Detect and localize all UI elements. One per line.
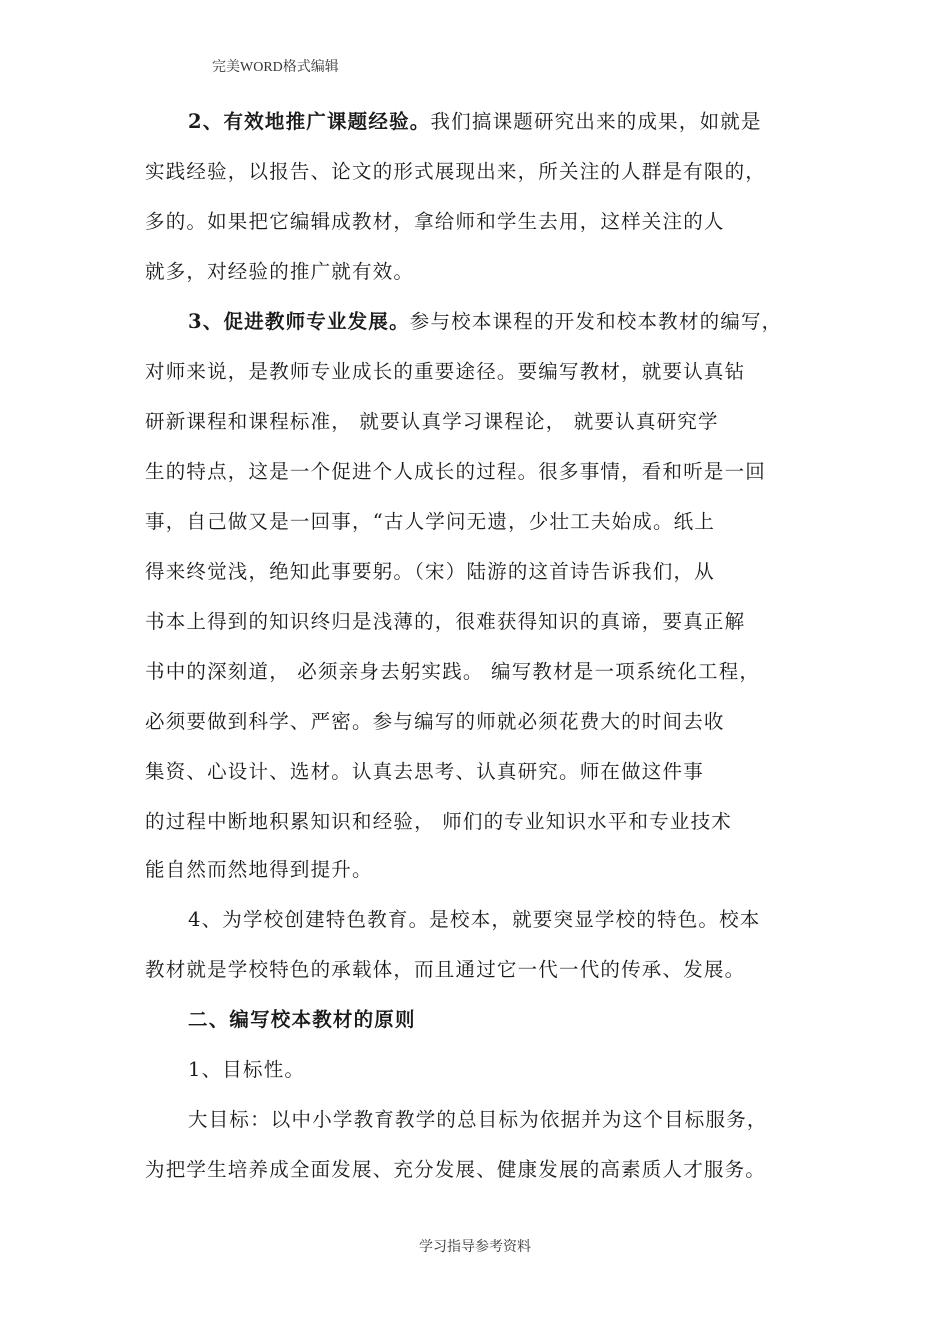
paragraph-line-9: 事，自己做又是一回事，“古人学问无遗，少壮工夫始成。纸上	[145, 510, 716, 533]
paragraph-line-16: 能自然而然地得到提升。	[145, 858, 373, 881]
paragraph-line-17: 4、为学校创建特色教育。是校本，就要突显学校的特色。校本	[188, 908, 761, 931]
section-heading-2: 2、有效地推广课题经验。	[188, 110, 431, 133]
subheading-1: 1、目标性。	[188, 1058, 306, 1081]
page-header: 完美WORD格式编辑	[212, 60, 339, 75]
text-run: 参与校本课程的开发和校本教材的编写，	[409, 310, 783, 333]
paragraph-line-2: 实践经验，以报告、论文的形式展现出来，所关注的人群是有限的，	[145, 160, 767, 183]
paragraph-line-1	[188, 112, 762, 132]
paragraph-line-8: 生的特点，这是一个促进个人成长的过程。很多事情，看和听是一回	[145, 460, 767, 483]
paragraph-line-14: 集资、心设计、选材。认真去思考、认真研究。师在做这件事	[145, 760, 704, 783]
paragraph-line-5	[188, 312, 782, 332]
paragraph-line-6: 对师来说，是教师专业成长的重要途径。要编写教材，就要认真钻	[145, 360, 746, 383]
paragraph-line-18: 教材就是学校特色的承载体，而且通过它一代一代的传承、发展。	[145, 958, 746, 981]
paragraph-line-7: 研新课程和课程标准， 就要认真学习课程论， 就要认真研究学	[145, 410, 719, 433]
paragraph-line-15: 的过程中断地积累知识和经验， 师们的专业知识水平和专业技术	[145, 810, 732, 833]
section-heading-principles: 二、编写校本教材的原则	[188, 1008, 416, 1031]
paragraph-line-3: 多的。如果把它编辑成教材，拿给师和学生去用，这样关注的人	[145, 210, 725, 233]
section-heading-3: 3、促进教师专业发展。	[188, 310, 410, 333]
paragraph-line-22: 为把学生培养成全面发展、充分发展、健康发展的高素质人才服务。	[145, 1158, 767, 1181]
paragraph-line-4: 就多，对经验的推广就有效。	[145, 260, 415, 283]
paragraph-line-10: 得来终觉浅，绝知此事要躬。（宋）陆游的这首诗告诉我们，从	[145, 560, 715, 583]
paragraph-line-11: 书本上得到的知识终归是浅薄的，很难获得知识的真谛，要真正解	[145, 610, 746, 633]
paragraph-line-12: 书中的深刻道， 必须亲身去躬实践。 编写教材是一项系统化工程，	[145, 660, 761, 683]
paragraph-line-13: 必须要做到科学、严密。参与编写的师就必须花费大的时间去收	[145, 710, 725, 733]
text-run: 我们搞课题研究出来的成果，如	[430, 110, 721, 133]
paragraph-line-21: 大目标：以中小学教育教学的总目标为依据并为这个目标服务，	[188, 1108, 768, 1131]
page-footer: 学习指导参考资料	[419, 1240, 531, 1255]
text-run: 就是	[720, 110, 762, 133]
